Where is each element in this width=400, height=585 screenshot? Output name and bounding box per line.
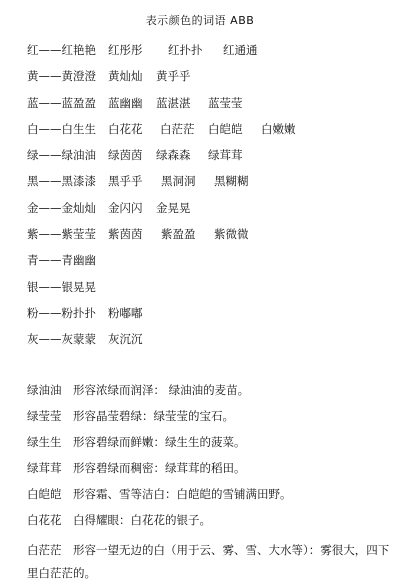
example-text: 形容霜、雪等洁白：白皑皑的雪铺满田野。 [73, 487, 292, 502]
row-head: 红——红艳艳 [27, 43, 96, 57]
example-term: 白皑皑 [27, 487, 62, 502]
row-head: 粉——粉扑扑 [27, 305, 96, 320]
page-title: 表示颜色的词语 ABB [145, 14, 255, 27]
row-head: 银——银晃晃 [27, 279, 96, 294]
list-item [27, 305, 395, 331]
list-item [27, 382, 395, 408]
list-item [27, 226, 395, 252]
word: 红通通 [223, 43, 258, 57]
list-item [27, 460, 395, 486]
word: 蓝幽幽 [108, 95, 143, 110]
word: 紫微微 [214, 227, 249, 242]
word: 黄乎乎 [156, 69, 191, 84]
word: 黑洞洞 [161, 174, 196, 189]
example-text: 形容一望无边的白（用于云、雾、雪、大水等）：雾很大，四下里白茫茫的。 [27, 542, 390, 580]
word: 黑乎乎 [108, 174, 143, 189]
row-head: 蓝——蓝盈盈 [27, 95, 96, 110]
row-head: 灰——灰蒙蒙 [27, 332, 96, 347]
example-text: 形容晶莹碧绿：绿莹莹的宝石。 [73, 409, 234, 424]
word: 蓝莹莹 [208, 95, 243, 110]
list-item [27, 512, 395, 538]
row-head: 白——白生生 [27, 121, 96, 136]
example-list [27, 382, 395, 585]
row-head: 黄——黄澄澄 [27, 69, 96, 84]
example-term: 绿莹莹 [27, 409, 62, 424]
list-item [27, 200, 395, 226]
word: 绿茸茸 [208, 148, 243, 163]
list-item [27, 147, 395, 173]
word: 红彤彤 [108, 43, 143, 57]
word: 紫茵茵 [108, 227, 143, 242]
list-item [27, 95, 395, 121]
word: 金闪闪 [108, 200, 143, 215]
word: 黑糊糊 [214, 174, 249, 189]
word: 白茫茫 [160, 121, 195, 136]
example-term: 绿茸茸 [27, 461, 62, 476]
list-item [27, 121, 395, 147]
word: 蓝湛湛 [156, 95, 191, 110]
example-term: 白花花 [27, 513, 62, 528]
example-text: 形容碧绿而稠密：绿茸茸的稻田。 [73, 461, 246, 476]
list-item [27, 486, 395, 512]
word: 金晃晃 [156, 200, 191, 215]
word: 红扑扑 [168, 43, 203, 57]
list-item [27, 42, 395, 68]
row-head: 紫——紫莹莹 [27, 227, 96, 242]
example-term: 绿油油 [27, 383, 62, 397]
example-term: 绿生生 [27, 435, 62, 450]
word: 白花花 [108, 121, 143, 136]
row-head: 金——金灿灿 [27, 200, 96, 215]
example-text: 白得耀眼：白花花的银子。 [73, 513, 211, 528]
list-item [27, 252, 395, 278]
example-term: 白茫茫 [27, 542, 62, 557]
example-text: 形容碧绿而鲜嫩：绿生生的菠菜。 [73, 435, 246, 450]
word: 紫盈盈 [161, 227, 196, 242]
row-head: 青——青幽幽 [27, 253, 96, 268]
word: 绿森森 [156, 148, 191, 163]
row-head: 黑——黑漆漆 [27, 174, 96, 189]
list-item [27, 434, 395, 460]
list-item [27, 408, 395, 434]
word: 黄灿灿 [108, 69, 143, 84]
word: 灰沉沉 [108, 332, 143, 347]
list-item [27, 539, 395, 585]
word: 白嫩嫩 [261, 121, 296, 136]
list-item [27, 279, 395, 305]
word: 白皑皑 [208, 121, 243, 136]
example-text: 形容浓绿而润泽： 绿油油的麦苗。 [73, 383, 250, 397]
list-item [27, 68, 395, 94]
color-word-list [27, 42, 395, 358]
list-item [27, 173, 395, 199]
word: 绿茵茵 [108, 148, 143, 163]
word: 粉嘟嘟 [108, 305, 143, 320]
list-item [27, 331, 395, 357]
row-head: 绿——绿油油 [27, 148, 96, 163]
